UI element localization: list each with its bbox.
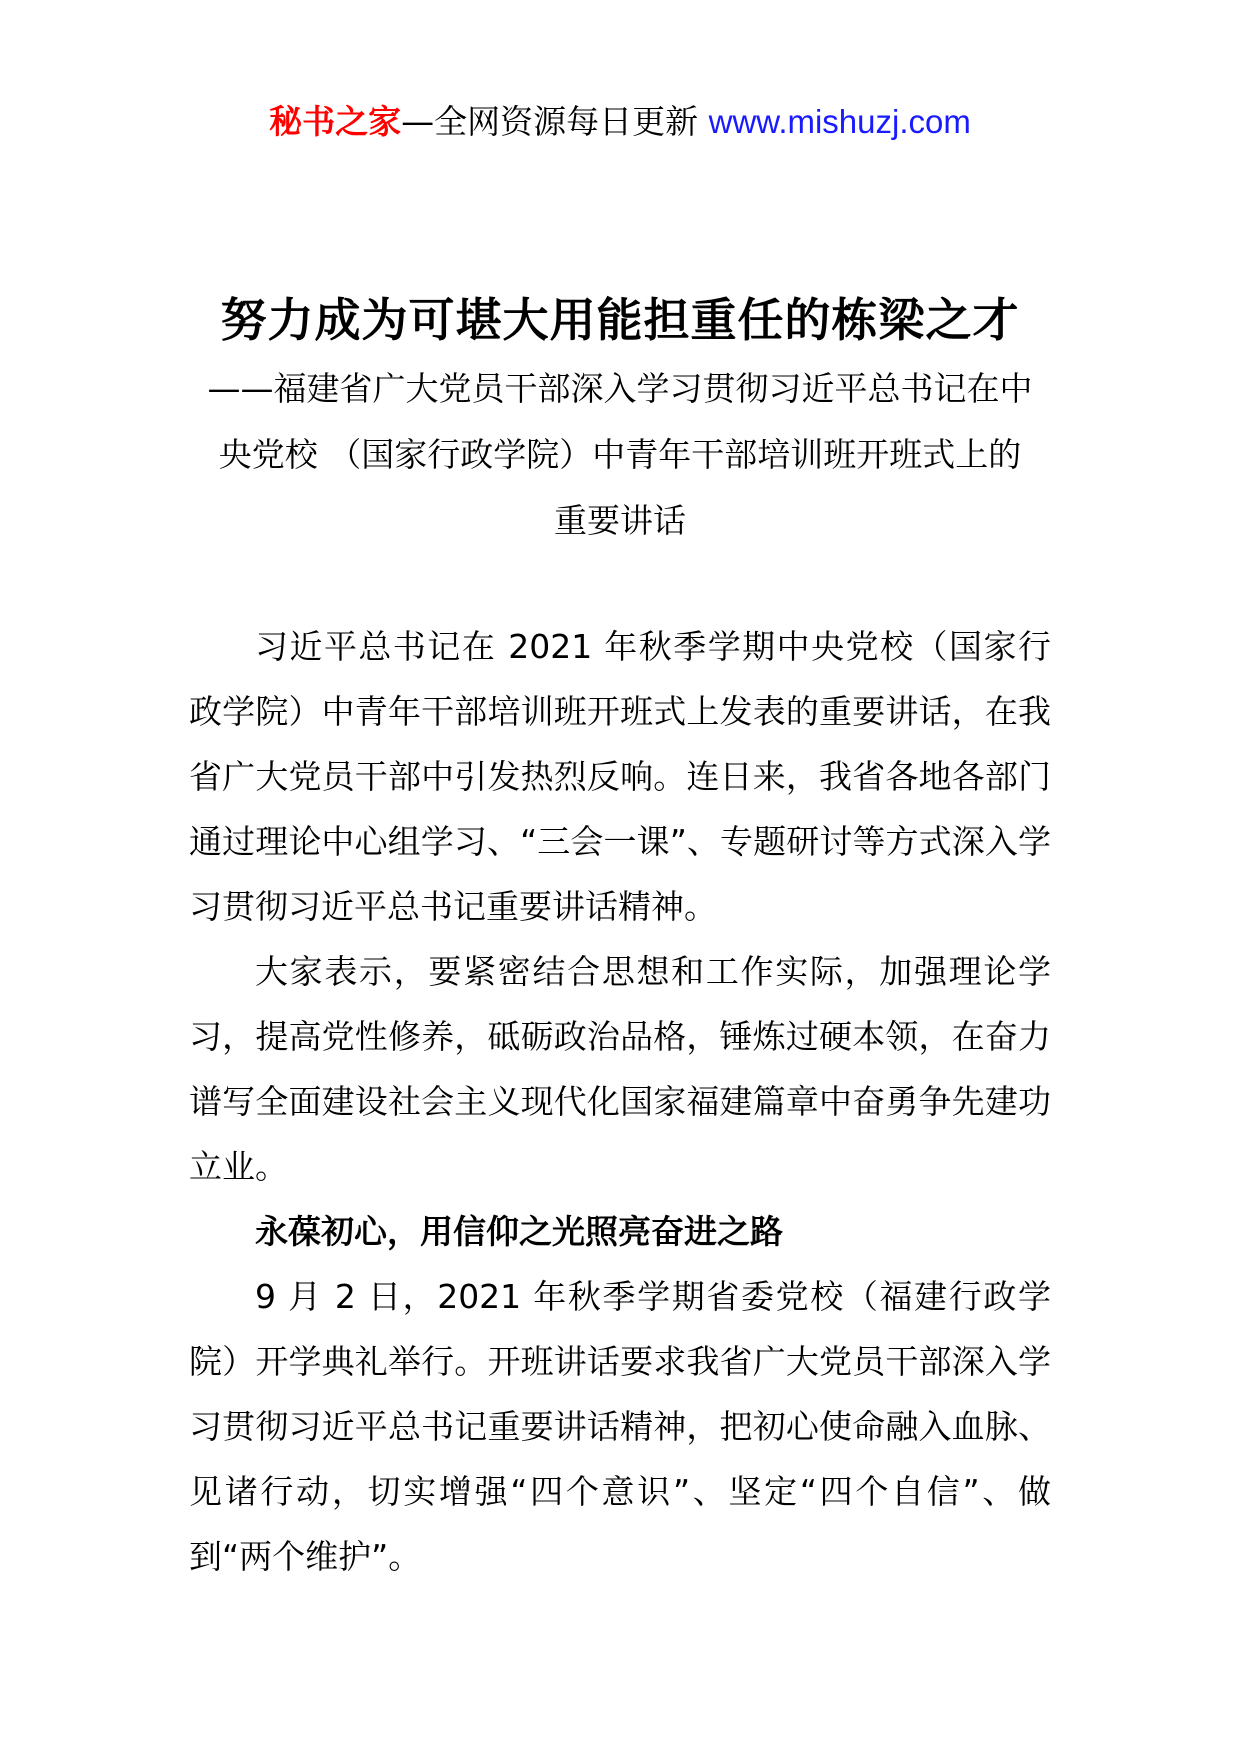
body-paragraph: 习近平总书记在 2021 年秋季学期中央党校（国家行政学院）中青年干部培训班开班式上发表的重要讲话，在我省广大党员干部中引发热烈反响。连日来，我省各地各部门通过理论中心组学习、“三会一课”、专题研讨等方式深入学习贯彻习近平总书记重要讲话精神。 — [189, 627, 1051, 926]
body-paragraph: 大家表示，要紧密结合思想和工作实际，加强理论学习，提高党性修养，砥砺政治品格，锤炼过硬本领，在奋力谱写全面建设社会主义现代化国家福建篇章中奋勇争先建功立业。 — [189, 952, 1051, 1186]
site-tagline: —全网资源每日更新 — [401, 102, 699, 141]
site-brand: 秘书之家 — [269, 102, 402, 141]
subtitle-line: 央党校 （国家行政学院）中青年干部培训班开班式上的 — [218, 435, 1022, 474]
subtitle-line: 重要讲话 — [554, 501, 686, 540]
section-heading: 永葆初心，用信仰之光照亮奋进之路 — [255, 1212, 783, 1251]
article-subtitle — [180, 356, 1060, 554]
body-paragraph: 9 月 2 日，2021 年秋季学期省委党校（福建行政学院）开学典礼举行。开班讲话要求我省广大党员干部深入学习贯彻习近平总书记重要讲话精神，把初心使命融入血脉、见诸行动，切实增强“四个意识”、坚定“四个自信”、做到“两个维护”。 — [189, 1277, 1051, 1576]
article-title: 努力成为可堪大用能担重任的栋梁之才 — [220, 293, 1020, 347]
site-url-link[interactable]: www.mishuzj.com — [708, 103, 971, 140]
article-body — [189, 614, 1051, 1589]
subtitle-line: ——福建省广大党员干部深入学习贯彻习近平总书记在中 — [207, 369, 1033, 408]
site-header — [0, 100, 1240, 144]
